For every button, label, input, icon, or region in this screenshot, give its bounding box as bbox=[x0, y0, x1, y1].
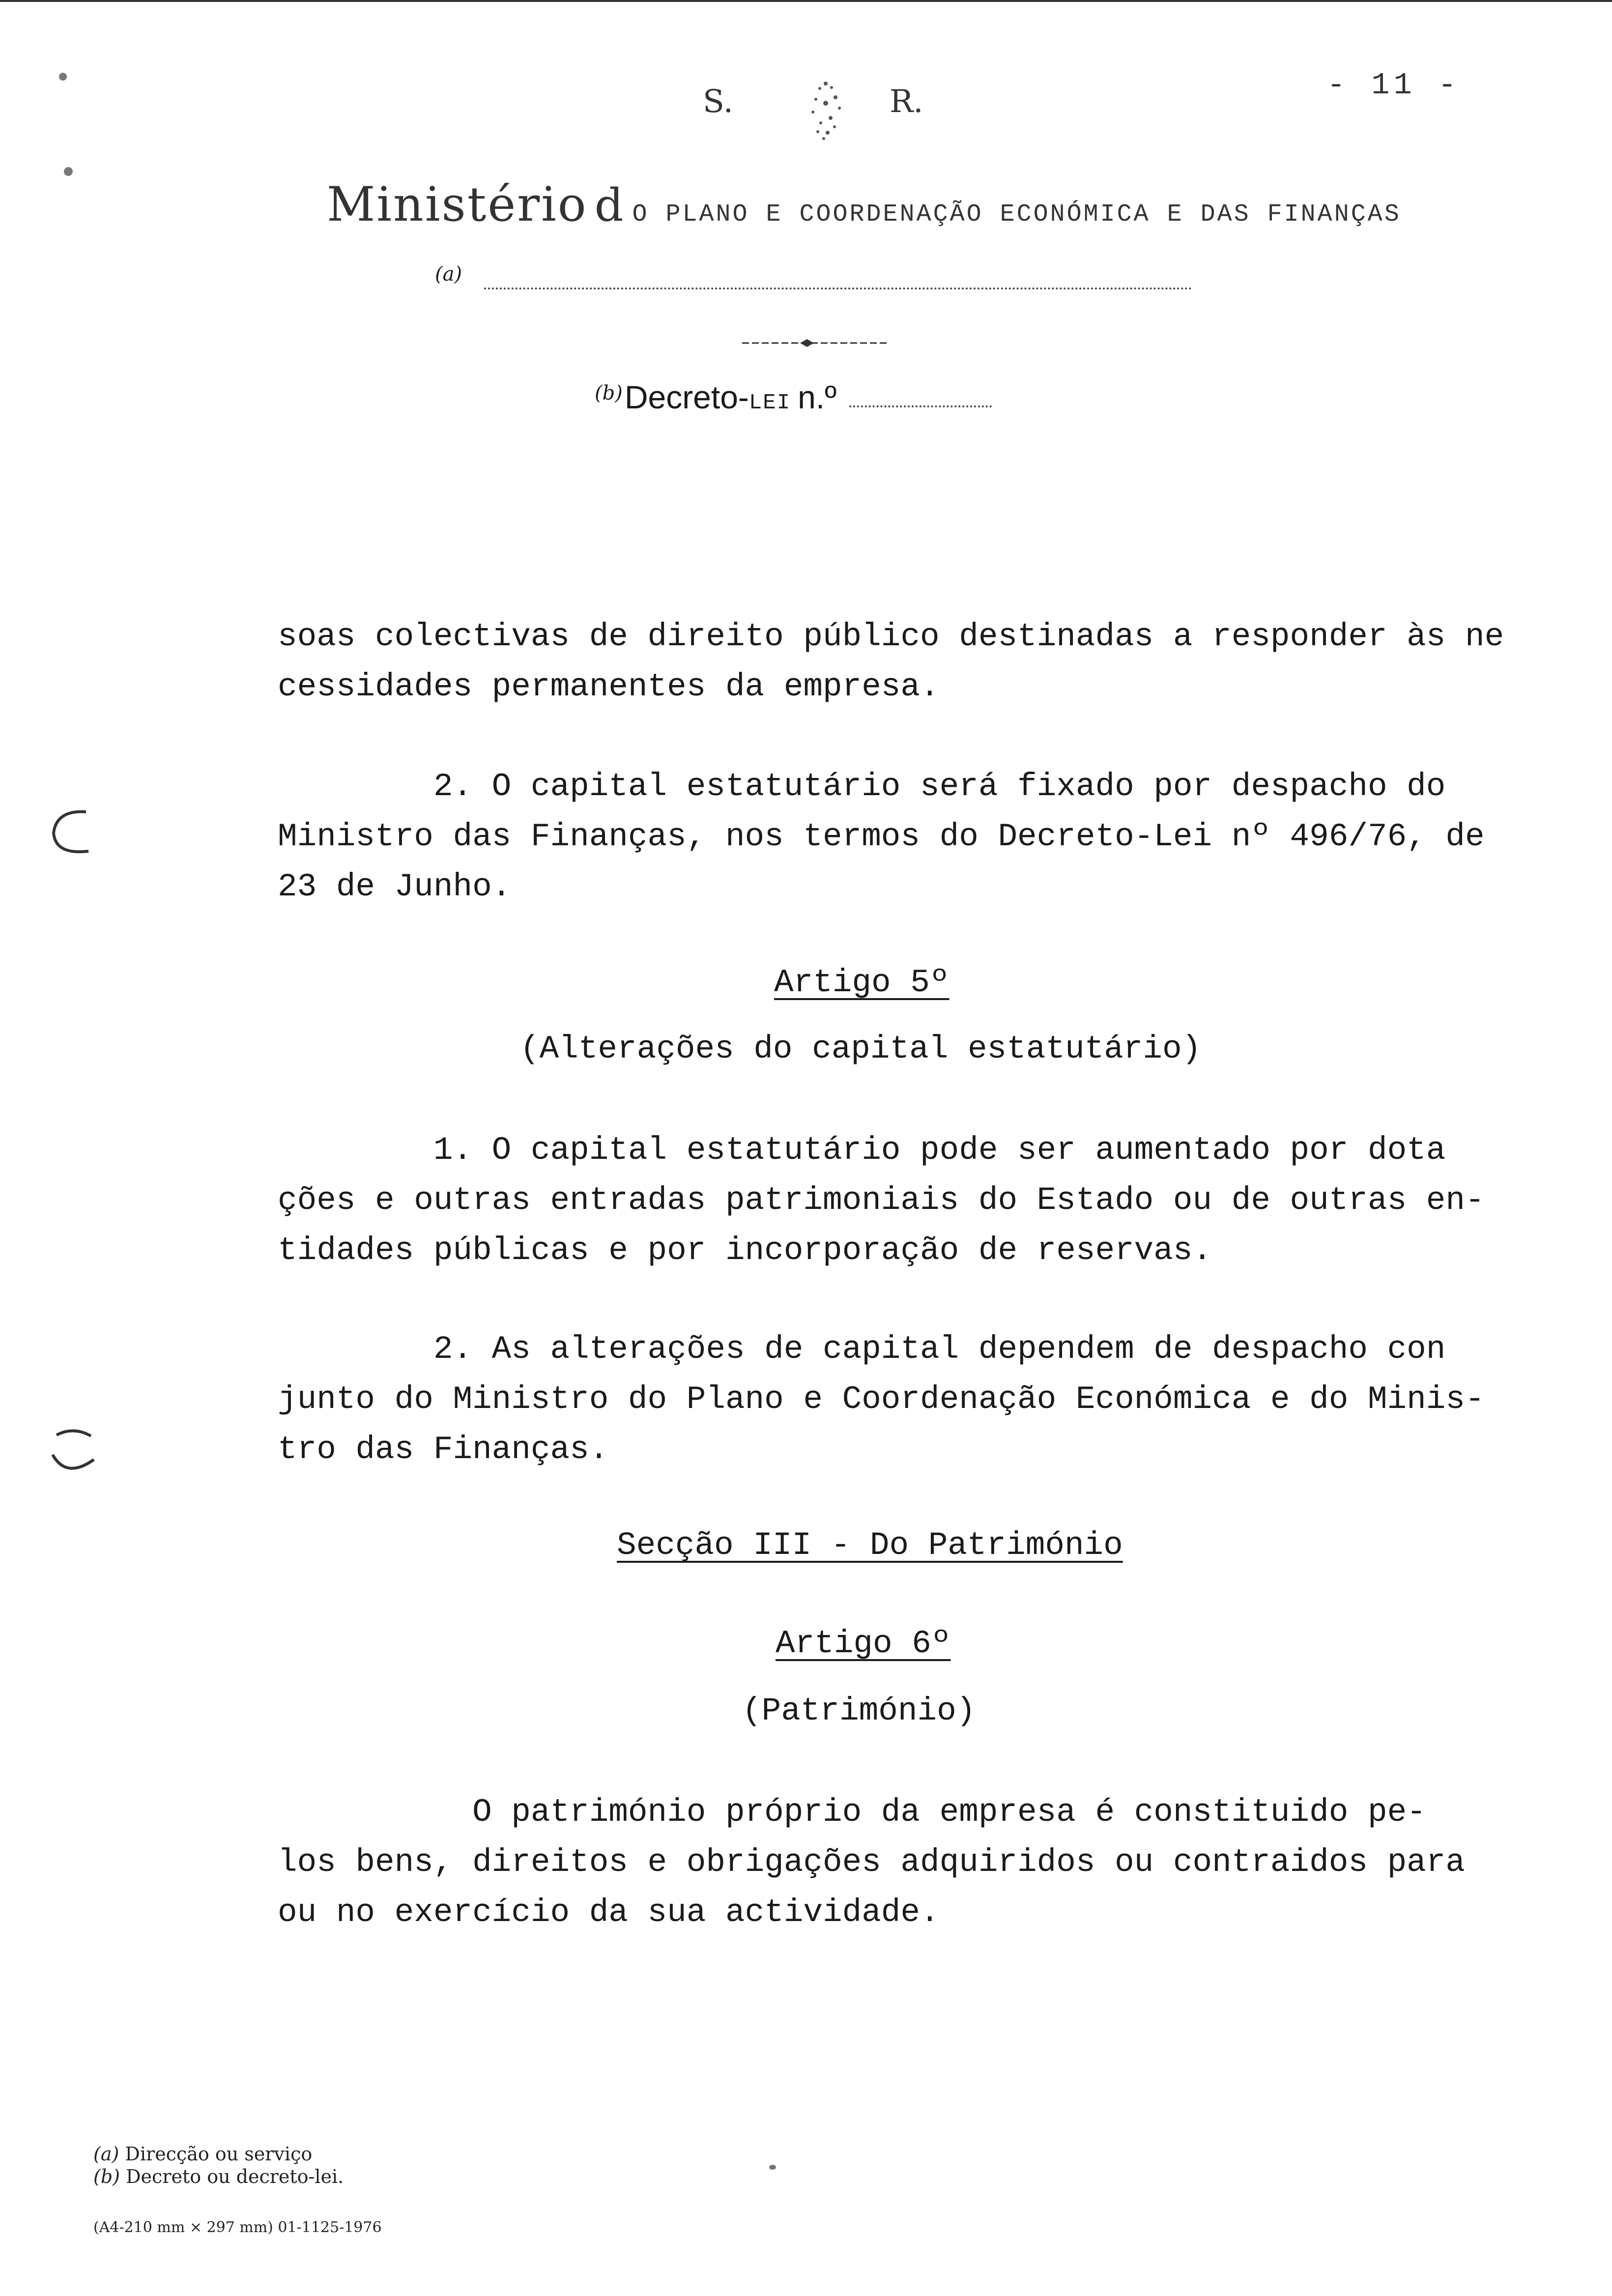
decree-line bbox=[595, 378, 992, 416]
text-line: 1. O capital estatutário pode ser aumentado por dota bbox=[278, 1132, 1446, 1169]
text-line: 2. O capital estatutário será fixado por despacho do bbox=[278, 768, 1446, 805]
text-line: junto do Ministro do Plano e Coordenação Económica e do Minis- bbox=[278, 1381, 1485, 1418]
artigo-5-title: Artigo 5º bbox=[774, 964, 950, 1001]
text-line: cessidades permanentes da empresa. bbox=[278, 668, 940, 705]
field-a-label: (a) bbox=[435, 263, 462, 286]
paragraph-3 bbox=[278, 1125, 1516, 1276]
footnote-b-text: Decreto ou decreto-lei. bbox=[126, 2166, 344, 2187]
form-code: (A4-210 mm × 297 mm) 01-1125-1976 bbox=[93, 2219, 382, 2236]
paragraph-4 bbox=[278, 1324, 1516, 1475]
seal-left-text: S. bbox=[703, 84, 733, 120]
header-seal bbox=[698, 74, 923, 147]
ink-speck bbox=[64, 167, 73, 176]
paragraph-2 bbox=[278, 762, 1516, 912]
footnote-a-text: Direcção ou serviço bbox=[125, 2143, 313, 2165]
ink-speck bbox=[59, 73, 67, 81]
text-line: ou no exercício da sua actividade. bbox=[278, 1894, 940, 1931]
artigo-6-subtitle: (Património) bbox=[742, 1693, 976, 1729]
seccao-3-title: Secção III - Do Património bbox=[617, 1527, 1123, 1564]
text-line: tro das Finanças. bbox=[278, 1431, 609, 1468]
decree-dotted-line bbox=[849, 405, 992, 407]
text-line: soas colectivas de direito público destinadas a responder às ne bbox=[278, 618, 1504, 655]
footnote-a bbox=[93, 2143, 344, 2165]
direction-field bbox=[435, 263, 1202, 292]
punch-hole-icon bbox=[47, 806, 101, 860]
text-line: O património próprio da empresa é constituido pe- bbox=[278, 1794, 1426, 1831]
decree-lei: LEI bbox=[748, 391, 791, 415]
top-edge-line bbox=[0, 0, 1612, 2]
artigo-5-subtitle: (Alterações do capital estatutário) bbox=[520, 1031, 1202, 1067]
text-line: 23 de Junho. bbox=[278, 868, 512, 905]
decree-b-label: (b) bbox=[595, 382, 623, 404]
ornament-divider bbox=[742, 338, 890, 348]
text-line: los bens, direitos e obrigações adquiridos ou contraidos para bbox=[278, 1844, 1465, 1881]
ink-speck bbox=[769, 2165, 776, 2170]
ministry-word: Ministério bbox=[327, 177, 588, 232]
coat-of-arms-icon bbox=[777, 74, 875, 147]
page-number: - 11 - bbox=[1327, 68, 1461, 103]
decree-word: Decreto- bbox=[624, 379, 749, 415]
decree-number-label: n.º bbox=[798, 379, 837, 415]
ministry-name: O PLANO E COORDENAÇÃO ECONÓMICA E DAS FINANÇAS bbox=[632, 201, 1401, 229]
text-line: ções e outras entradas patrimoniais do Estado ou de outras en- bbox=[278, 1182, 1485, 1219]
text-line: Ministro das Finanças, nos termos do Decreto-Lei nº 496/76, de bbox=[278, 818, 1485, 855]
paragraph-5 bbox=[278, 1787, 1516, 1938]
paragraph-1 bbox=[278, 612, 1516, 712]
ministry-preposition: d bbox=[594, 179, 624, 231]
seal-right-text: R. bbox=[890, 84, 923, 120]
footnote-b bbox=[93, 2165, 344, 2188]
footnote-b-letter: (b) bbox=[93, 2166, 120, 2187]
field-a-dotted-line bbox=[484, 287, 1192, 289]
artigo-6-title: Artigo 6º bbox=[776, 1625, 951, 1662]
text-line: 2. As alterações de capital dependem de despacho con bbox=[278, 1331, 1446, 1368]
footnotes bbox=[93, 2143, 344, 2188]
ministry-heading bbox=[327, 177, 1401, 232]
text-line: tidades públicas e por incorporação de reservas. bbox=[278, 1232, 1212, 1269]
footnote-a-letter: (a) bbox=[93, 2143, 119, 2165]
punch-hole-icon bbox=[47, 1425, 101, 1479]
